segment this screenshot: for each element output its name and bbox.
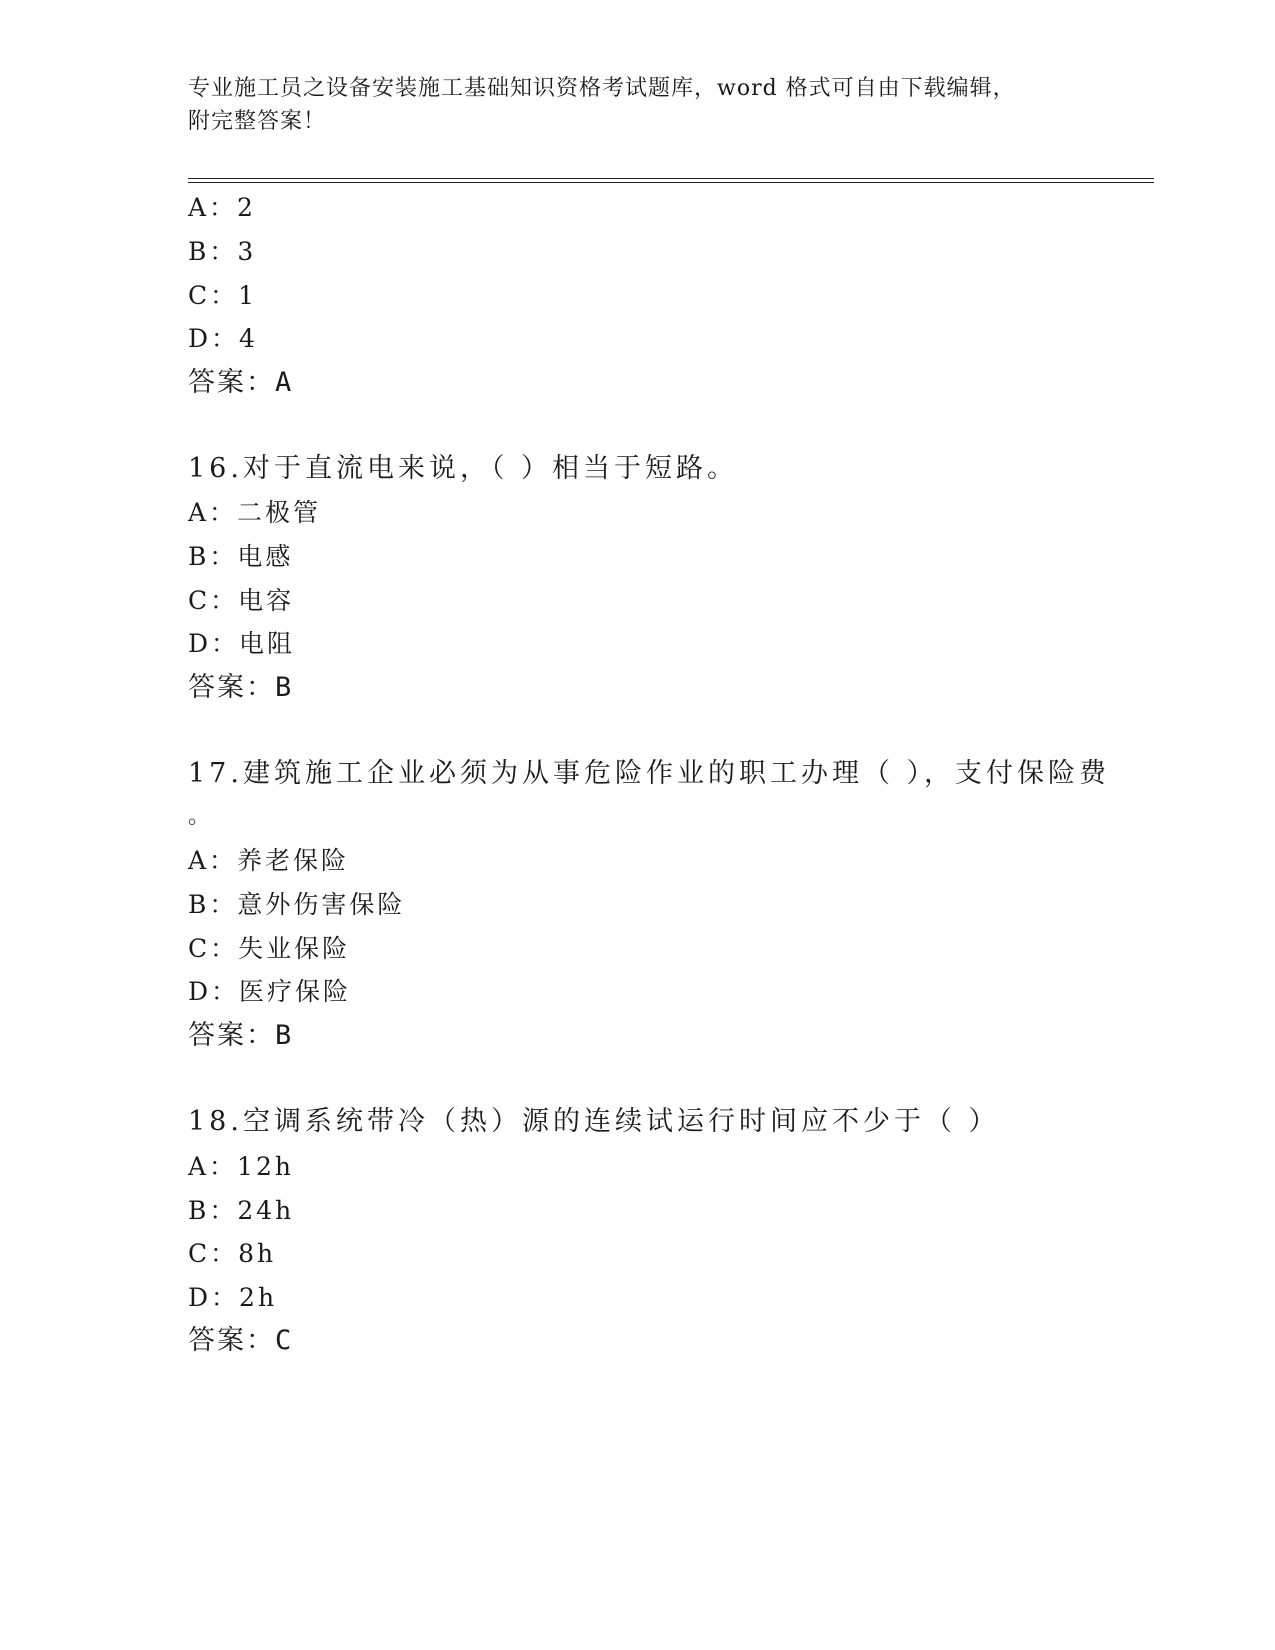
header-line-1: 专业施工员之设备安装施工基础知识资格考试题库，word 格式可自由下载编辑，: [188, 76, 1016, 101]
q18-option-b: B：24h: [188, 1196, 295, 1225]
q18-option-c: C：8h: [188, 1239, 277, 1268]
q16-stem: 16.对于直流电来说，（ ）相当于短路。: [188, 453, 739, 484]
header-divider-bottom: [188, 182, 1154, 183]
answer-label: 答案：: [188, 1020, 275, 1051]
q17-stem-continuation: 。: [188, 804, 211, 829]
answer-label: 答案：: [188, 1325, 275, 1356]
header-line-2: 附完整答案！: [188, 109, 327, 134]
document-header: [188, 72, 1088, 138]
answer-value: B: [275, 672, 294, 703]
q15-answer: [188, 367, 293, 399]
q16-option-c: C：电容: [188, 586, 295, 615]
q15-option-b: B：3: [188, 237, 257, 266]
q15-option-c: C：1: [188, 281, 258, 310]
answer-value: B: [275, 1020, 294, 1051]
q17-option-d: D：医疗保险: [188, 977, 352, 1006]
answer-label: 答案：: [188, 672, 275, 703]
answer-value: C: [275, 1325, 294, 1356]
q17-answer: [188, 1020, 293, 1052]
q15-option-d: D：4: [188, 324, 258, 353]
q18-answer: [188, 1325, 293, 1357]
answer-value: A: [275, 367, 294, 398]
q16-option-a: A：二极管: [188, 498, 322, 527]
answer-label: 答案：: [188, 367, 275, 398]
q18-option-d: D：2h: [188, 1283, 278, 1312]
q18-stem: 18.空调系统带冷（热）源的连续试运行时间应不少于（ ）: [188, 1106, 1000, 1137]
q16-option-b: B：电感: [188, 542, 294, 571]
header-divider-top: [188, 178, 1154, 179]
q17-stem: 17.建筑施工企业必须为从事危险作业的职工办理（ ），支付保险费: [188, 758, 1111, 789]
q17-option-b: B：意外伤害保险: [188, 890, 406, 919]
q17-option-a: A：养老保险: [188, 846, 350, 875]
q16-answer: [188, 672, 293, 704]
q18-option-a: A：12h: [188, 1152, 294, 1181]
q15-option-a: A：2: [188, 193, 256, 222]
q17-option-c: C：失业保险: [188, 934, 351, 963]
q16-option-d: D：电阻: [188, 629, 296, 658]
